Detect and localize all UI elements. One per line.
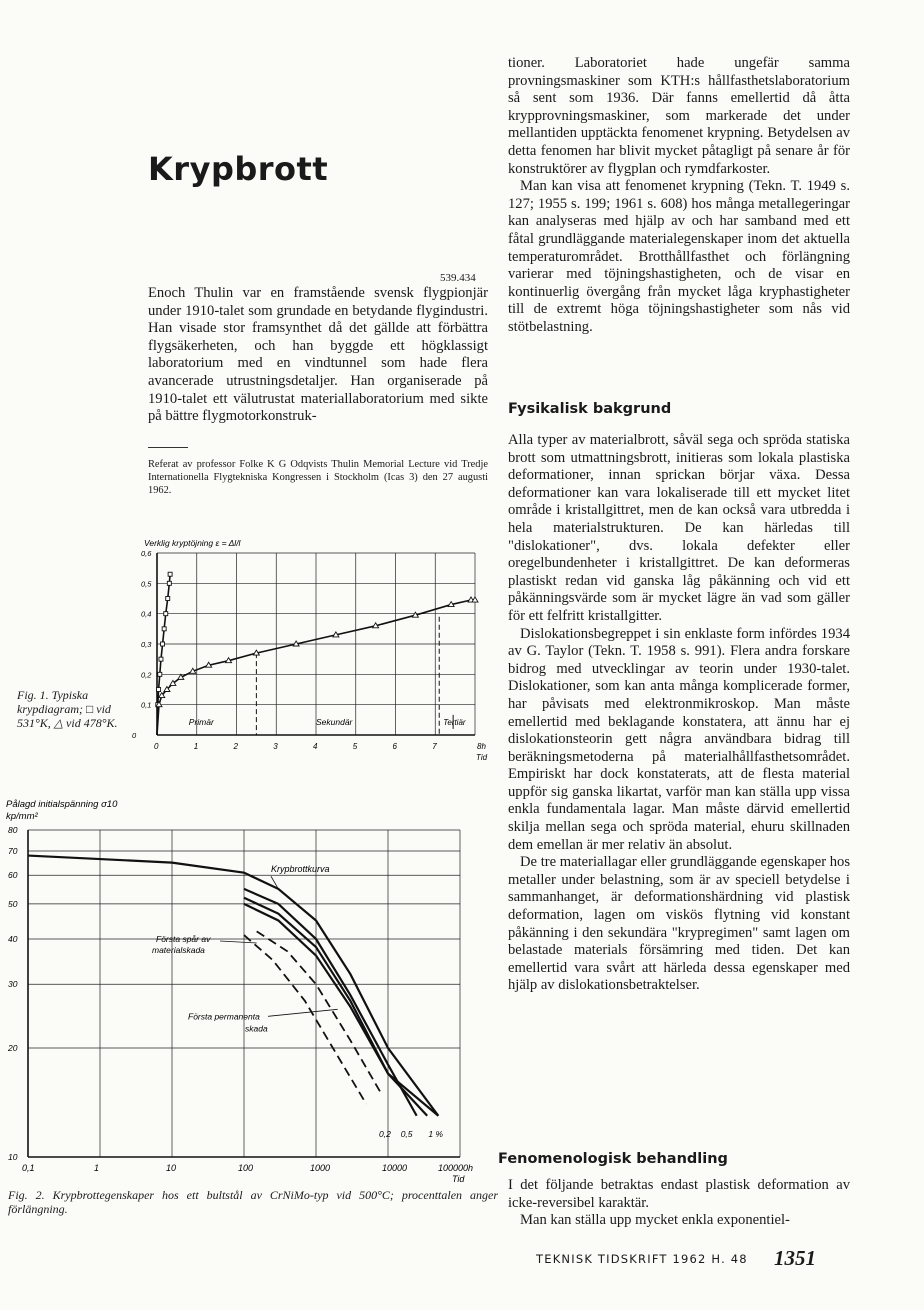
fig2-creep-rupture-chart [0, 795, 500, 1187]
y-tick-label: 0 [132, 731, 137, 740]
paragraph: Dislokationsbegreppet i sin enklaste form infördes 1934 av G. Taylor (Tekn. T. 1958 s. 991). Flera andra forskare bidrog med utvecklingar av teorin under 1930-talet. Dislokationer, som kan anta många komplicerade former, har påvisats med elektronmikroskop. Man måste emellertid med beklagande konstatera, att ännu har ej dislokationsteorin gett några användbara bidrag till beräkningsmetoderna på materialhållfasthetsområdet. Empiriskt har dock konstaterats, att de flesta material uppför sig ganska likartat, varför man kan ställa upp vissa enkla fundamentala lagar. Man måste därvid emellertid skilja mellan sega och spröda material, ehuru skillnaden dem emellan är mer relativ än absolut. [508, 625, 850, 853]
paragraph: Man kan visa att fenomenet krypning (Tekn. T. 1949 s. 127; 1955 s. 199; 1961 s. 608) hos många metallegeringar kan analyseras med hjälp av och har samband med ett fåtal grundläggande materialegenskaper inom det aktuella temperaturområdet. Brotthållfasthet och förlängning varierar med töjningshastigheten, och de visar en kontinuerlig övergång från mycket låga kryphastigheter till de extremt höga töjningshastigheter som nås vid stötbelastning. [508, 178, 850, 335]
x-tick-label: 5 [352, 742, 358, 751]
intro-text: Enoch Thulin var en framstående svensk flygpionjär under 1910-talet som grundade en betydande flygindustri. Han visade stor framsynthet då det gällde att förbättra flygsäkerheten, och han byggde ett högklassigt laboratorium med en vindtunnel som hade flera avancerade utrustningsdetaljer. Han organiserade på 1910-talet ett välutrustat materiallaboratorium med sikte på bättre flygmotorkonstruk- [148, 285, 488, 425]
y-axis-label: Verklig kryptöjning ε = Δl/l [144, 538, 241, 548]
x-tick-label: 3 [273, 742, 278, 751]
x-tick-label: 6 [392, 742, 397, 751]
paragraph: Man kan ställa upp mycket enkla exponentiel- [520, 1212, 790, 1229]
series-line-2 [244, 889, 417, 1116]
y-tick-label: 40 [8, 934, 18, 944]
x-axis-label: Tid [476, 753, 488, 762]
x-axis-label: Tid [452, 1174, 465, 1184]
intro-paragraph [148, 285, 488, 426]
reference-divider [148, 447, 188, 448]
series-line-6 [244, 935, 366, 1104]
x-tick-label: 0,1 [22, 1163, 35, 1173]
y-tick-label: 60 [8, 870, 18, 881]
data-point-square [168, 572, 172, 576]
x-tick-label: 4 [313, 742, 318, 751]
annotation-label: Första permanenta [188, 1011, 260, 1022]
region-label: Primär [188, 716, 214, 727]
y-tick-label: 0,5 [141, 579, 152, 589]
data-point-square [158, 672, 162, 676]
annotation-label: 0,5 [400, 1129, 413, 1139]
x-tick-label: 100 [238, 1163, 254, 1173]
data-point-square [159, 657, 163, 661]
x-tick-label: 0 [154, 742, 159, 751]
region-label: Tertiär [443, 717, 466, 727]
x-tick-label: 2 [233, 742, 238, 751]
x-tick-label: 7 [432, 742, 437, 751]
y-tick-label: 0,3 [141, 640, 152, 649]
y-tick-label: 0,4 [141, 609, 152, 619]
data-point-square [164, 612, 168, 616]
y-tick-label: 80 [8, 825, 18, 835]
fig1-creep-chart [130, 535, 500, 770]
y-axis-label: Pålagd initialspänning σ10 [6, 799, 118, 810]
x-tick-label: 1 [94, 1163, 100, 1173]
right-column-mid [508, 432, 850, 995]
annotation-label: skada [245, 1023, 268, 1034]
x-tick-label: 10 [166, 1163, 177, 1173]
y-tick-label: 20 [8, 1043, 18, 1053]
article-title: Krypbrott [148, 150, 329, 188]
page-number: 1351 [774, 1246, 816, 1270]
series-line-4 [244, 904, 438, 1116]
data-point-square [157, 688, 161, 692]
fig2-caption: Fig. 2. Krypbrottegenskaper hos ett bultstål av CrNiMo-typ vid 500°C; procenttalen anger förlängning. [8, 1188, 498, 1216]
x-tick-label: 1000 [310, 1163, 331, 1173]
paragraph: tioner. Laboratoriet hade ungefär samma provningsmaskiner som KTH:s hållfasthetslaboratorium så sent som 1936. Där fanns emellertid då åtta krypprovningsmaskiner, som markerade det under mellantiden upptäckta fenomenet krypning. Betydelsen av detta fenomen har blivit mycket påtagligt på senare år för konstruktörer av flygplan och rymdfarkoster. [508, 55, 850, 177]
right-column-top [508, 55, 850, 337]
annotation-label: materialskada [152, 945, 205, 955]
journal-footer: TEKNISK TIDSKRIFT 1962 H. 48 [536, 1252, 748, 1266]
data-point-square [167, 581, 171, 585]
x-tick-label: 10000 [382, 1163, 408, 1173]
x-unit-label: 8h [477, 742, 486, 751]
data-point-square [166, 597, 170, 601]
fig1-caption: Fig. 1. Typiska krypdiagram; □ vid 531°K, △ vid 478°K. [17, 688, 118, 730]
paragraph: De tre materiallagar eller grundläggande egenskaper hos metaller under belastning, som är av speciell betydelse i sammanhanget, är deformationshärdning vid plastisk deformation, lagen om viskös flytning vid konstant påkänning i den sekundära "krypregimen" samt lagen om belastade materials försämring med tiden. Det kan emellertid vara svårt att härleda dessa egenskaper med hjälp av dislokationsbetraktelser. [508, 854, 850, 994]
y-tick-label: 0,6 [141, 549, 152, 558]
section-heading-fysikalisk: Fysikalisk bakgrund [508, 401, 672, 417]
reference-note: Referat av professor Folke K G Odqvists Thulin Memorial Lecture vid Tredje Internationella Flygtekniska Kongressen i Stockholm (Icas 3) den 27 augusti 1962. [148, 459, 488, 497]
series-line-5 [257, 931, 381, 1093]
region-label: Sekundär [316, 716, 353, 727]
y-tick-label: 30 [8, 979, 18, 990]
annotation-leader [220, 941, 257, 943]
y-tick-label: 0,1 [141, 700, 152, 710]
y-axis-unit: kp/mm² [6, 811, 38, 822]
series-line-1 [28, 856, 438, 1116]
section-heading-fenomenologisk: Fenomenologisk behandling [498, 1151, 728, 1167]
y-tick-label: 0,2 [141, 670, 152, 680]
y-tick-label: 10 [8, 1152, 18, 1162]
paragraph: I det följande betraktas endast plastisk deformation av icke-reversibel karaktär. [508, 1177, 850, 1211]
data-point-square [161, 642, 165, 646]
annotation-label: Första spår av [156, 934, 211, 944]
y-tick-label: 50 [8, 898, 18, 909]
x-tick-label: 1 [193, 742, 199, 751]
udc-code: 539.434 [440, 272, 476, 284]
y-tick-label: 70 [8, 845, 18, 856]
annotation-label: Krypbrottkurva [271, 864, 330, 875]
annotation-label: 0,2 [379, 1129, 391, 1139]
paragraph: Alla typer av materialbrott, såväl sega och spröda statiska brott som utmattningsbrott, initieras som lokala plastiska deformationer, innan sprickan börjar växa. Dessa deformationer kan vara lokaliserade till ett mycket litet område i kristallgittret, men de kan också vara utbredda i hela materialstrukturen. De kan härledas till "dislokationer", dvs. lokala defekter eller oregelbundenheter i kristallgittret. De kan deformeras plastiskt redan vid ganska låg påkänning och vid ett påkänningsvärde som är mycket lägre än vad som gäller för ett felfritt kristallgitter. [508, 432, 850, 624]
x-tick-label: 100000h [438, 1163, 474, 1173]
annotation-label: 1 % [428, 1129, 444, 1139]
annotation-leader [268, 1009, 338, 1016]
right-column-bottom [508, 1177, 850, 1230]
data-point-square [162, 627, 166, 631]
